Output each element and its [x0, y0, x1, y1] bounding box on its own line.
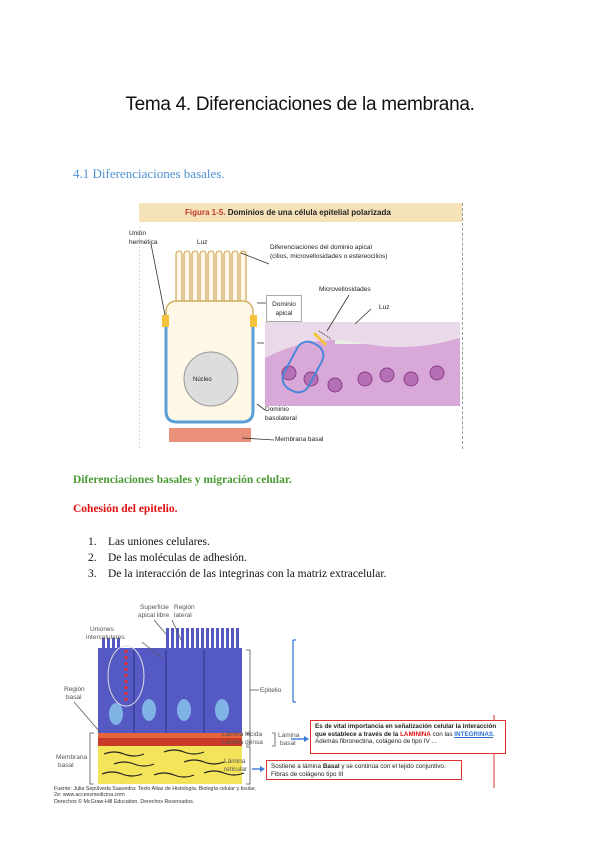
label-intercelulares: intercelulares	[86, 634, 125, 641]
epithelium-diagram	[54, 598, 514, 813]
label-microvellosidades: Microvellosidades	[319, 286, 371, 293]
source-line-1: Fuente: Julia Sepúlveda Saavedra: Texto Atlas de Histología. Biología celular y tisular,	[54, 786, 256, 792]
figure-caption-text: Figura 1-5. Dominios de una célula epitelial polarizada	[185, 208, 391, 217]
label-basal: basal	[66, 694, 82, 701]
note-laminina: Es de vital importancia en señalización celular la interacción que establece a través de la LAMININA con las INTEGRINAS. Además fibronectina, colágeno de tipo IV ...	[310, 720, 506, 754]
label-union: Unión	[129, 230, 146, 237]
label-basolateral: basolateral	[265, 415, 297, 422]
label-dominio-apical: Dominio apical	[266, 295, 302, 322]
page-title: Tema 4. Diferenciaciones de la membrana.	[125, 94, 475, 115]
label-membrana-basal: Membrana basal	[275, 436, 324, 443]
section-heading: 4.1 Diferenciaciones basales.	[73, 166, 225, 181]
epithelial-cell-diagram	[139, 203, 462, 449]
list-item: 1. Las uniones celulares.	[88, 536, 210, 548]
label-uniones: Uniones	[90, 626, 114, 633]
label-lamina-lucida: Lámina lúcida	[222, 731, 263, 738]
micrograph-image	[265, 322, 460, 406]
label-membrana-basal-2: basal	[58, 762, 74, 769]
label-region-basal: Región	[64, 686, 85, 693]
label-apical-libre: apical libre	[138, 612, 170, 619]
label-reticular: reticular	[224, 766, 248, 773]
label-hermetica: hermética	[129, 239, 158, 246]
microvilli-icon	[176, 251, 246, 303]
source-line-2: 2e: www.accessmedicina.com	[54, 792, 125, 798]
label-lamina-basal-2: basal	[280, 740, 296, 747]
cohesion-list	[88, 534, 386, 582]
basal-membrane	[169, 428, 251, 442]
figure-epithelial-cell	[129, 203, 463, 449]
lamina-lucida	[98, 733, 242, 738]
label-dominio-basolateral: Dominio	[265, 406, 289, 413]
label-lamina-reticular: Lámina	[224, 758, 246, 765]
label-superficie: Superficie	[140, 604, 169, 611]
lamina-densa	[98, 738, 242, 746]
figure-epithelium-layers	[54, 598, 514, 813]
label-lamina-basal: Lámina	[278, 732, 300, 739]
label-diferenciaciones-2: (cilios, microvellosidades o estereocilios)	[270, 253, 388, 260]
label-lateral: lateral	[174, 612, 192, 619]
list-item: 2. De las moléculas de adhesión.	[88, 552, 247, 564]
label-diferenciaciones: Diferenciaciones del dominio apical	[270, 244, 372, 251]
list-item: 3. De la interacción de las integrinas con la matriz extracelular.	[88, 568, 387, 580]
label-lamina-densa: Lámina densa	[222, 739, 263, 746]
source-line-3: Derechos © McGraw-Hill Education. Derechos Reservados.	[54, 799, 195, 805]
label-region: Región	[174, 604, 195, 611]
note-lamina-reticular: Sostiene a lámina Basal y se continúa con el tejido conjuntivo. Fibras de colágeno tipo III	[266, 760, 462, 780]
subheading-cohesion: Cohesión del epitelio.	[73, 503, 178, 515]
label-nucleo: Núcleo	[193, 377, 212, 383]
subheading-diferenciaciones: Diferenciaciones basales y migración celular.	[73, 474, 292, 486]
lamina-reticular	[98, 746, 242, 784]
label-membrana-basal: Membrana	[56, 754, 88, 761]
label-epitelio: Epitelio	[260, 687, 282, 694]
label-luz-1: Luz	[197, 239, 208, 246]
label-luz-2: Luz	[379, 304, 390, 311]
